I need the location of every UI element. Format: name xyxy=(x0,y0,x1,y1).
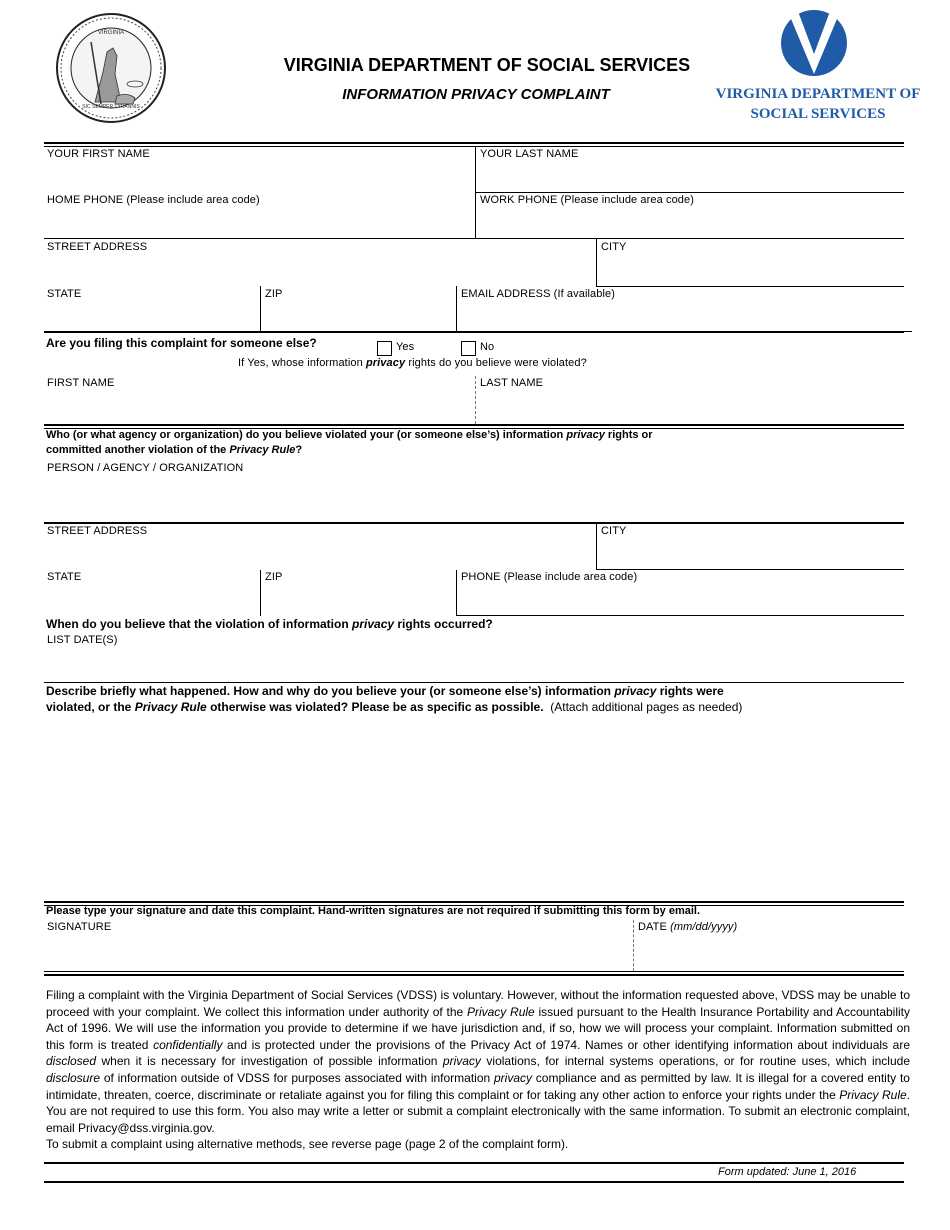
describe-l2-pre: violated, or the xyxy=(46,700,135,714)
row-divider xyxy=(44,238,904,239)
describe-question xyxy=(46,683,906,715)
signature-field[interactable] xyxy=(46,938,630,968)
other-first-name-label: FIRST NAME xyxy=(47,377,115,389)
notice-p4-em: privacy xyxy=(442,1054,481,1069)
street-address-field[interactable] xyxy=(46,257,595,283)
notice-p4: when it is necessary for investigation of possible information xyxy=(96,1054,443,1069)
when-q-post: rights occurred? xyxy=(394,617,493,631)
dashed-divider xyxy=(475,376,476,424)
section-top-border xyxy=(44,142,904,144)
state-label: STATE xyxy=(47,288,82,300)
someone-else-question: Are you filing this complaint for someone else? xyxy=(46,336,317,350)
row-divider xyxy=(596,286,904,287)
notice-last-line: To submit a complaint using alternative methods, see reverse page (page 2 of the complaint form). xyxy=(46,1137,569,1152)
street-address-label: STREET ADDRESS xyxy=(47,241,148,253)
row-divider xyxy=(475,192,904,193)
row-divider xyxy=(456,615,904,616)
violator-q-mid: rights or xyxy=(604,429,653,441)
notice-p1-em: Privacy Rule xyxy=(466,1004,535,1019)
signature-instruction: Please type your signature and date this complaint. Hand-written signatures are not required if submitting this form by email. xyxy=(46,905,701,917)
if-yes-post: rights do you believe were violated? xyxy=(405,357,587,369)
divider xyxy=(475,147,476,239)
section-border xyxy=(44,424,904,426)
violator-q-pre: Who (or what agency or organization) do you believe violated your (or someone else’s) information xyxy=(46,429,567,441)
section-border-right-tail xyxy=(890,331,912,332)
city-field[interactable] xyxy=(600,257,904,283)
list-dates-label: LIST DATE(S) xyxy=(47,634,118,646)
when-q-em: privacy xyxy=(352,617,395,631)
other-first-name-field[interactable] xyxy=(46,393,475,419)
section-border-thin xyxy=(44,971,904,972)
form-updated: Form updated: June 1, 2016 xyxy=(718,1166,857,1178)
footer-bottom-border xyxy=(44,1181,904,1183)
row-divider xyxy=(596,569,904,570)
date-field[interactable] xyxy=(637,938,901,968)
notice-p7-em: Privacy Rule xyxy=(839,1087,907,1102)
violator-q-em: privacy xyxy=(566,429,605,441)
description-textarea[interactable] xyxy=(46,720,900,900)
describe-l2-post: otherwise was violated? Please be as specific as possible. xyxy=(206,700,544,714)
first-name-label: YOUR FIRST NAME xyxy=(47,148,150,160)
no-label: No xyxy=(480,341,495,353)
violator-state-field[interactable] xyxy=(46,587,260,613)
other-last-name-field[interactable] xyxy=(479,393,903,419)
row-divider xyxy=(44,522,904,524)
date-label-wrap xyxy=(638,921,737,933)
divider xyxy=(456,286,457,332)
notice-p2-em: confidentially xyxy=(153,1037,223,1052)
last-name-field[interactable] xyxy=(479,164,903,190)
describe-l1-post: rights were xyxy=(656,684,724,698)
violator-city-field[interactable] xyxy=(600,541,904,567)
state-field[interactable] xyxy=(46,304,260,330)
violator-zip-field[interactable] xyxy=(264,587,456,613)
describe-l2-note: (Attach additional pages as needed) xyxy=(550,700,743,714)
notice-p3-em: disclosed xyxy=(46,1054,97,1069)
divider xyxy=(596,238,597,286)
violator-zip-label: ZIP xyxy=(265,571,283,583)
violator-q-line2-em: Privacy Rule xyxy=(229,444,296,456)
violator-phone-field[interactable] xyxy=(460,587,904,613)
if-yes-instruction xyxy=(238,357,587,369)
violator-street-label: STREET ADDRESS xyxy=(47,525,148,537)
notice-p6: of information outside of VDSS for purposes associated with information xyxy=(100,1070,494,1085)
date-format: (mm/dd/yyyy) xyxy=(670,921,738,933)
seal-motto: SIC SEMPER TYRANNIS xyxy=(82,104,140,110)
footer-border xyxy=(44,1162,904,1164)
describe-l1-pre: Describe briefly what happened. How and why do you believe your (or someone else’s) information xyxy=(46,684,615,698)
first-name-field[interactable] xyxy=(46,164,475,190)
privacy-notice xyxy=(46,987,910,1153)
notice-p1: Filing a complaint with the Virginia Department of Social Services (VDSS) is voluntary. However, without the information requested above, VDSS may be unable to proceed with your complaint. We collect this information under authority of the xyxy=(46,988,910,1019)
violator-state-label: STATE xyxy=(47,571,82,583)
violator-phone-label: PHONE (Please include area code) xyxy=(461,571,638,583)
when-question xyxy=(46,617,493,631)
work-phone-label: WORK PHONE (Please include area code) xyxy=(480,194,695,206)
divider xyxy=(456,570,457,616)
notice-p3: and is protected under the provisions of the Privacy Act of 1974. Names or other identifying information about individuals are xyxy=(222,1037,910,1052)
email-field[interactable] xyxy=(460,304,904,330)
notice-p8: . You are not required to use this form. You also may write a letter or submit a complaint electronically with the same information. To submit an electronic complaint, email Privacy@dss.virginia.gov. xyxy=(46,1087,911,1135)
last-name-label: YOUR LAST NAME xyxy=(480,148,579,160)
if-yes-pre: If Yes, whose information xyxy=(238,357,366,369)
person-agency-field[interactable] xyxy=(46,480,900,512)
logo-line-1: VIRGINIA DEPARTMENT OF xyxy=(715,86,921,102)
signature-label: SIGNATURE xyxy=(47,921,112,933)
when-q-pre: When do you believe that the violation of information xyxy=(46,617,353,631)
other-last-name-label: LAST NAME xyxy=(480,377,544,389)
divider xyxy=(260,570,261,616)
email-label: EMAIL ADDRESS (If available) xyxy=(461,288,616,300)
logo-line-2: SOCIAL SERVICES xyxy=(750,106,886,122)
section-border xyxy=(44,901,904,903)
notice-p2: issued pursuant to the Health Insurance Portability and Accountability Act of 1996. We will use the information you provide to determine if we have jurisdiction and, if so, how we will process your complaint. Information submitted on this form is treated xyxy=(46,1004,911,1052)
divider xyxy=(596,523,597,570)
describe-l2-em: Privacy Rule xyxy=(134,700,207,714)
section-top-border-thin xyxy=(44,146,904,147)
form-subtitle: INFORMATION PRIVACY COMPLAINT xyxy=(342,86,610,103)
home-phone-label: HOME PHONE (Please include area code) xyxy=(47,194,260,206)
notice-p6-em: privacy xyxy=(493,1070,532,1085)
vdss-logo xyxy=(708,8,928,128)
violator-city-label: CITY xyxy=(601,525,627,537)
date-label: DATE xyxy=(638,921,667,933)
violator-q-line2-pre: committed another violation of the xyxy=(46,444,230,456)
yes-checkbox[interactable] xyxy=(377,341,392,356)
dashed-divider xyxy=(633,920,634,971)
describe-l1-em: privacy xyxy=(614,684,657,698)
home-phone-field[interactable] xyxy=(46,210,475,236)
if-yes-em: privacy xyxy=(365,357,406,369)
section-border xyxy=(44,331,904,333)
city-label: CITY xyxy=(601,241,627,253)
yes-label: Yes xyxy=(396,341,415,353)
section-border xyxy=(44,974,904,976)
vdss-logo-icon xyxy=(779,8,849,76)
violator-q-line2-post: ? xyxy=(295,444,303,456)
violator-street-field[interactable] xyxy=(46,541,595,567)
person-agency-label: PERSON / AGENCY / ORGANIZATION xyxy=(47,462,244,474)
notice-p5: violations, for internal systems operations, or for routine uses, which include xyxy=(480,1054,910,1069)
notice-p7: compliance and as permitted by law. It is illegal for a covered entity to intimidate, threaten, coerce, discriminate or retaliate against you for filing this complaint or for taking any other action to enforce your rights under the xyxy=(46,1070,910,1102)
work-phone-field[interactable] xyxy=(479,210,903,236)
divider xyxy=(260,286,261,332)
seal-text: VIRGINIA xyxy=(97,30,125,36)
no-checkbox[interactable] xyxy=(461,341,476,356)
violator-question xyxy=(46,428,746,458)
page-title: VIRGINIA DEPARTMENT OF SOCIAL SERVICES xyxy=(283,55,691,75)
zip-field[interactable] xyxy=(264,304,456,330)
list-dates-field[interactable] xyxy=(46,652,900,678)
zip-label: ZIP xyxy=(265,288,283,300)
notice-p5-em: disclosure xyxy=(46,1070,101,1085)
